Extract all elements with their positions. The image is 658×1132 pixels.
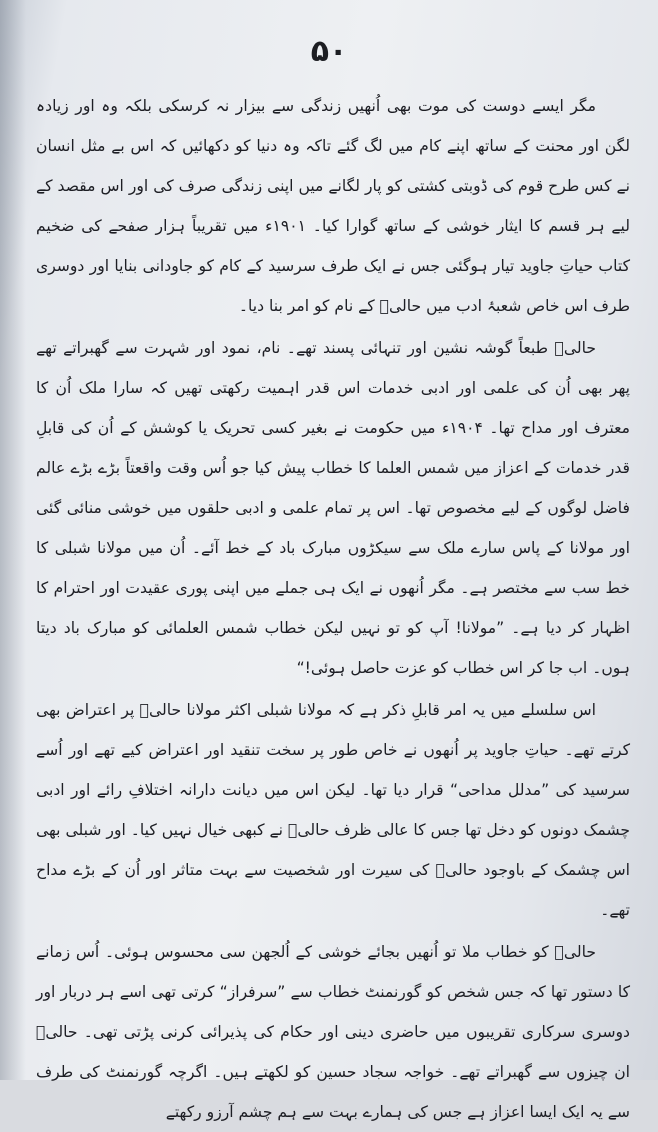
paragraph-4: حالیؔ کو خطاب ملا تو اُنھیں بجائے خوشی کے اُلجھن سی محسوس ہوئی۔ اُس زمانے کا دستور تھا کہ جس شخص کو گورنمنٹ خطاب سے ”سرفراز“ کرتی تھی اسے ہر دربار اور دوسری سرکاری تقریبوں میں حاضری دینی اور حکام کی پذیرائی کرنی پڑتی تھی۔ حالیؔ ان چیزوں سے گھبراتے تھے۔ خواجہ سجاد حسین کو لکھتے ہیں۔ اگرچہ گورنمنٹ کی طرف سے یہ ایک ایسا اعزاز ہے جس کی ہمارے بہت سے ہم چشم آرزو رکھتے	[36, 943, 630, 1121]
page-body-text	[36, 86, 630, 1132]
paragraph-1: مگر ایسے دوست کی موت بھی اُنھیں زندگی سے بیزار نہ کرسکی بلکہ وہ اور زیادہ لگن اور محنت کے ساتھ اپنے کام میں لگ گئے تاکہ وہ دنیا کو دکھائیں کہ اس بے مثل انسان نے کس طرح قوم کی ڈوبتی کشتی کو پار لگانے میں اپنی زندگی صرف کی اور اس مقصد کے لیے ہر قسم کا ایثار خوشی کے ساتھ گوارا کیا۔ ۱۹۰۱ء میں تقریباً ہزار صفحے کی ضخیم کتاب حیاتِ جاوید تیار ہوگئی جس نے ایک طرف سرسید کے کام کو جاودانی بنایا اور دوسری طرف اس خاص شعبۂ ادب میں حالیؔ کے نام کو امر بنا دیا۔	[36, 97, 630, 315]
page-number: ۵۰	[310, 34, 348, 69]
paragraph-3: اس سلسلے میں یہ امر قابلِ ذکر ہے کہ مولانا شبلی اکثر مولانا حالیؔ پر اعتراض بھی کرتے تھے۔ حیاتِ جاوید پر اُنھوں نے خاص طور پر سخت تنقید اور اعتراض کیے تھے اور اُسے سرسید کی ”مدلل مداحی“ قرار دیا تھا۔ لیکن اس میں دیانت دارانہ اختلافِ رائے اور ادبی چشمک دونوں کو دخل تھا جس کا عالی ظرف حالیؔ نے کبھی خیال نہیں کیا۔ اور شبلی بھی اس چشمک کے باوجود حالیؔ کی سیرت اور شخصیت سے بہت متاثر اور اُن کے بڑے مداح تھے۔	[36, 701, 630, 919]
paragraph-2: حالیؔ طبعاً گوشہ نشین اور تنہائی پسند تھے۔ نام، نمود اور شہرت سے گھبراتے تھے پھر بھی اُن کی علمی اور ادبی خدمات اس قدر اہمیت رکھتی تھیں کہ سارا ملک اُن کا معترف اور مداح تھا۔ ۱۹۰۴ء میں حکومت نے بغیر کسی تحریک یا کوشش کے اُن کی قابلِ قدر خدمات کے اعزاز میں شمس العلما کا خطاب پیش کیا جو اُس وقت واقعتاً بڑے بڑے عالم فاضل لوگوں کے لیے مخصوص تھا۔ اس پر تمام علمی و ادبی حلقوں میں خوشی منائی گئی اور مولانا کے پاس سارے ملک سے سیکڑوں مبارک باد کے خط آئے۔ اُن میں مولانا شبلی کا خط سب سے مختصر ہے۔ مگر اُنھوں نے ایک ہی جملے میں اپنی پوری عقیدت اور احترام کا اظہار کر دیا ہے۔ ”مولانا! آپ کو تو نہیں لیکن خطاب شمس العلمائی کو مبارک باد دیتا ہوں۔ اب جا کر اس خطاب کو عزت حاصل ہوئی!“	[36, 339, 630, 677]
